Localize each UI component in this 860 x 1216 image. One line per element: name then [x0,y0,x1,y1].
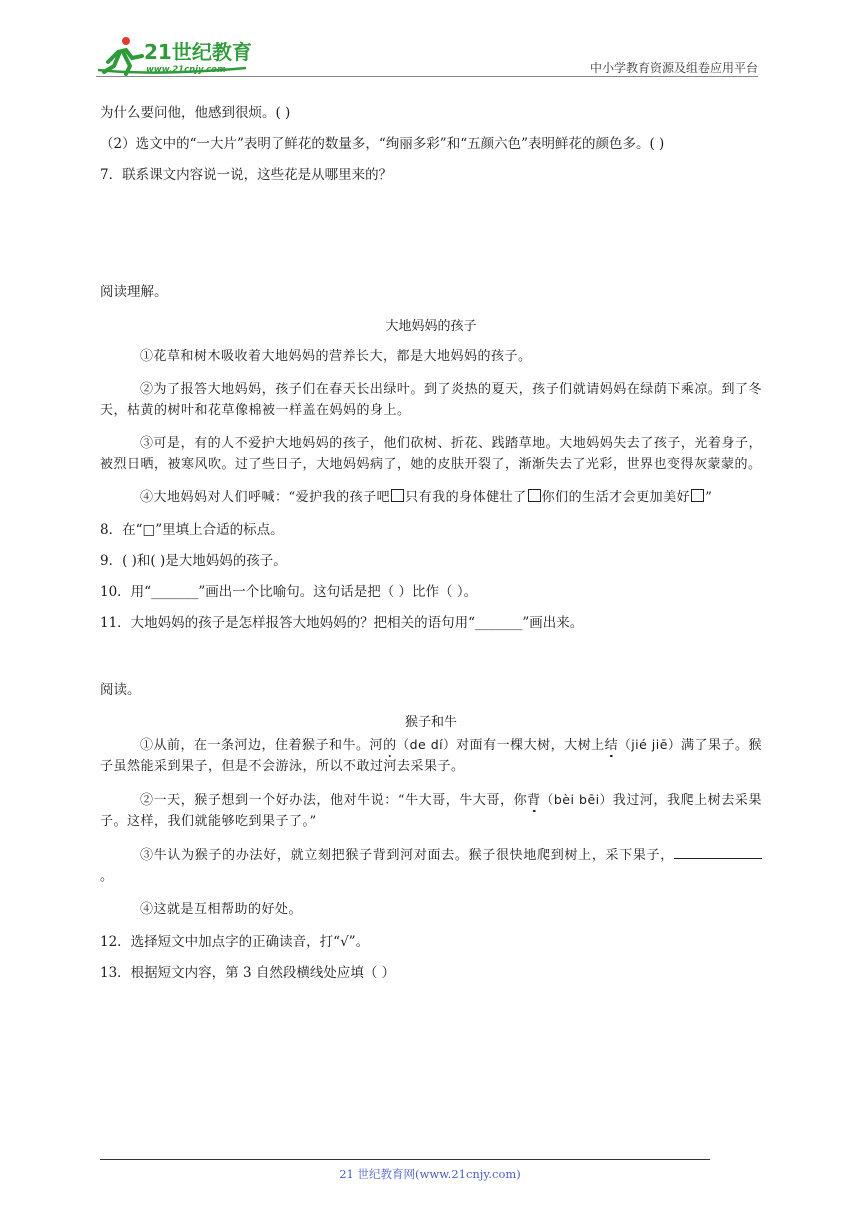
para4-part-d: ” [705,490,713,505]
dotted-char: 背 [527,793,541,808]
passage1-para-3: ③可是，有的人不爱护大地妈妈的孩子，他们砍树、折花、践踏草地。大地妈妈失去了孩子，光着身子，被烈日晒，被寒风吹。过了些日子，大地妈妈病了，她的皮肤开裂了，渐渐失去了光彩，世界也变得灰蒙蒙的。 [100,436,762,472]
para3-text: ③牛认为猴子的办法好，就立刻把猴子背到河对面去。猴子很快地爬到树上，采下果子， [140,848,674,863]
para4-part-b: 只有我的身体健壮了 [405,490,527,505]
passage1-para-4 [100,487,762,508]
punctuation-box[interactable] [528,489,541,502]
fill-blank[interactable] [674,844,762,859]
section-label-1: 阅读理解。 [100,284,168,300]
passage2-para-3 [100,844,762,887]
question-13: 13．根据短文内容，第 3 自然段横线处应填（ ） [100,965,396,981]
question-12: 12．选择短文中加点字的正确读音，打“√”。 [100,934,370,950]
logo-url: www.21cnjy.com [146,65,226,75]
para3-end: 。 [100,869,114,884]
header-divider [96,76,758,77]
para2-part-b: 我过河，我爬上树去采果子。这样，我们就能够吃到果子了。” [100,793,762,829]
dotted-char: 结 [604,738,619,753]
footer-text: 21 世纪教育网(www.21cnjy.com) [339,1167,521,1181]
para1-part-a: ①从前，在一条河边，住着猴子和牛。河 [140,738,384,753]
document-body [100,103,762,994]
dotted-char: 的 [383,738,397,753]
pinyin-choice[interactable]: （jié jiē） [618,737,681,752]
question-6-2: （2）选文中的“一大片”表明了鲜花的数量多，“绚丽多彩”和“五颜六色”表明鲜花的颜色多。( ) [100,136,665,152]
passage-title-1: 大地妈妈的孩子 [385,319,477,334]
question-7: 7．联系课文内容说一说，这些花是从哪里来的？ [100,167,393,183]
question-11: 11．大地妈妈的孩子是怎样报答大地妈妈的？把相关的语句用“_______”画出来。 [100,615,584,631]
platform-name: 中小学教育资源及组卷应用平台 [589,61,758,75]
site-logo [96,32,266,78]
pinyin-choice[interactable]: （de dí） [396,737,457,752]
pinyin-choice[interactable]: （bèi bēi） [540,792,613,807]
para4-part-a: ④大地妈妈对人们呼喊：“爱护我的孩子吧 [140,490,391,505]
answer-space [100,196,762,280]
passage-title-2: 猴子和牛 [404,715,457,730]
passage2-para-1 [100,734,762,777]
para1-part-c: 满了果子。猴子虽然能采到果子，但是不会游泳，所以不敢过河去采果子。 [100,738,762,774]
passage2-para-4: ④这就是互相帮助的好处。 [140,902,303,917]
question-8: 8．在“□”里填上合适的标点。 [100,522,284,538]
passage1-para-2: ②为了报答大地妈妈，孩子们在春天长出绿叶。到了炎热的夏天，孩子们就请妈妈在绿荫下乘凉。到了冬天，枯黄的树叶和花草像棉被一样盖在妈妈的身上。 [100,382,762,418]
section-label-2: 阅读。 [100,682,141,698]
para1-part-b: 对面有一棵大树，大树上 [456,738,605,753]
page-header [96,28,758,80]
footer-divider [100,1159,710,1160]
para4-part-c: 你们的生活才会更加美好 [541,490,691,505]
punctuation-box[interactable] [691,489,704,502]
logo-text: 21世纪教育 [144,40,252,64]
question-10: 10．用“_______”画出一个比喻句。这句话是把（ ）比作（ ）。 [100,584,478,600]
question-line-top: 为什么要问他，他感到很烦。( ) [100,105,291,121]
para2-part-a: ②一天，猴子想到一个好办法，他对牛说：“牛大哥，牛大哥，你 [140,793,528,808]
question-9: 9．( )和( )是大地妈妈的孩子。 [100,553,287,569]
spacer [100,644,762,678]
punctuation-box[interactable] [391,489,404,502]
passage2-para-2 [100,789,762,832]
passage1-para-1: ①花草和树木吸收着大地妈妈的营养长大，都是大地妈妈的孩子。 [140,349,532,364]
